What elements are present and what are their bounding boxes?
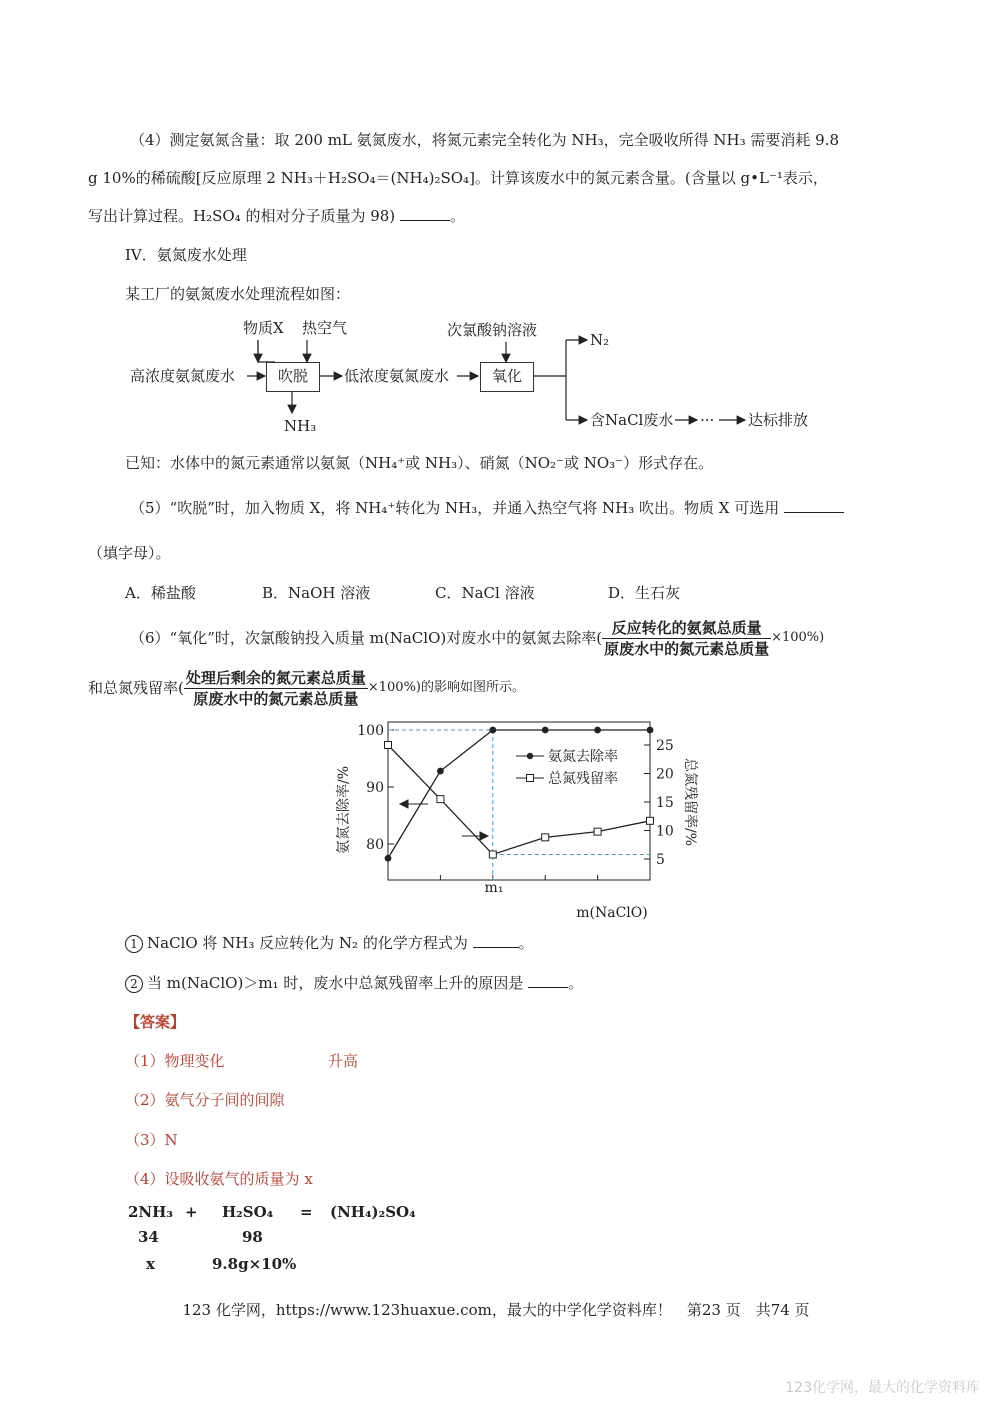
answer-3: （3）N <box>125 1131 178 1149</box>
q6-line2-post: ×100%)的影响如图所示。 <box>367 680 526 695</box>
eq-term-3: (NH₄)₂SO₄ <box>330 1203 416 1221</box>
q6-fraction-residual <box>184 668 368 709</box>
answer-title: 【答案】 <box>125 1013 186 1031</box>
flow-nacl-waste: 含NaCl废水 <box>590 411 674 429</box>
flow-discharge: 达标排放 <box>748 411 809 429</box>
sub1-text: NaClO 将 NH₃ 反应转化为 N₂ 的化学方程式为 <box>147 934 468 952</box>
data-point-removal <box>385 855 392 862</box>
data-point-residual <box>385 742 392 749</box>
q5-option-a: A．稀盐酸 <box>125 584 196 602</box>
sub2-text: 当 m(NaClO)＞m₁ 时，废水中总氮残留率上升的原因是 <box>147 974 524 992</box>
y-right-tick-label: 20 <box>656 766 674 783</box>
flow-material-x: 物质X <box>243 319 284 337</box>
data-point-residual <box>489 851 496 858</box>
legend-marker-residual <box>527 775 534 782</box>
data-point-removal <box>437 768 444 775</box>
eq-given: 9.8g×10% <box>212 1255 297 1273</box>
sub1-end: 。 <box>518 934 534 952</box>
y-right-tick-label: 15 <box>656 795 674 811</box>
q5-option-c: C．NaCl 溶液 <box>435 584 535 602</box>
data-point-removal <box>647 727 654 734</box>
y-right-tick-label: 25 <box>656 738 674 754</box>
q5-option-d: D．生石灰 <box>608 584 681 602</box>
flow-low-concentration: 低浓度氨氮废水 <box>344 367 450 385</box>
flow-naclo-solution: 次氯酸钠溶液 <box>447 321 538 339</box>
legend-label-residual: 总氮残留率 <box>548 771 618 787</box>
eq-equals: = <box>300 1203 313 1221</box>
answer-4: （4）设吸收氨气的质量为 x <box>125 1170 313 1188</box>
y-left-tick-label: 90 <box>366 780 384 796</box>
flow-high-concentration: 高浓度氨氮废水 <box>130 367 236 385</box>
q4-line3-text: 写出计算过程。H₂SO₄ 的相对分子质量为 98) <box>88 207 396 225</box>
y-right-label: 总氮残留率/% <box>682 757 698 847</box>
q5-text: （5）“吹脱”时，加入物质 X，将 NH₄⁺转化为 NH₃，并通入热空气将 NH₃ 吹出。物质 X 可选用 <box>130 499 780 517</box>
q6-line2 <box>88 664 525 712</box>
q4-line1: （4）测定氨氮含量：取 200 mL 氨氮废水，将氮元素完全转化为 NH₃，完全吸收所得 NH₃ 需要消耗 9.8 <box>130 131 840 149</box>
page-footer: 123 化学网，https://www.123huaxue.com，最大的中学化学资料库！ 第23 页 共74 页 <box>182 1301 810 1319</box>
answer-blank <box>784 498 844 513</box>
answer-1-label: （1）物理变化 <box>125 1052 225 1070</box>
q4-line2: g 10%的稀硫酸[反应原理 2 NH₃＋H₂SO₄＝(NH₄)₂SO₄]。计算该废水中的氮元素含量。(含量以 g•L⁻¹表示， <box>88 169 828 187</box>
eq-term-1: 2NH₃ <box>128 1203 173 1221</box>
legend-label-removal: 氨氮去除率 <box>548 749 618 765</box>
q6-line1 <box>130 614 824 662</box>
data-point-residual <box>647 817 654 824</box>
circled-number: 2 <box>125 975 143 993</box>
q5-option-b: B．NaOH 溶液 <box>262 584 371 602</box>
flow-nh3: NH₃ <box>284 417 317 435</box>
y-right-tick-label: 5 <box>656 852 665 868</box>
flow-hot-air: 热空气 <box>302 319 348 337</box>
q6-pct1: ×100%) <box>771 630 825 645</box>
y-left-label: 氨氮去除率/% <box>336 765 352 855</box>
data-point-removal <box>489 727 496 734</box>
data-point-removal <box>594 727 601 734</box>
y-right-tick-label: 10 <box>656 823 674 840</box>
legend <box>516 748 618 787</box>
axis-indicator-arrows <box>400 800 488 840</box>
fraction-numerator: 反应转化的氨氮总质量 <box>602 618 771 639</box>
line-chart <box>330 712 700 924</box>
data-point-removal <box>542 727 549 734</box>
eq-plus: + <box>185 1203 198 1221</box>
q6-pre: （6）“氧化”时，次氯酸钠投入质量 m(NaClO)对废水中的氨氮去除率( <box>130 629 603 647</box>
answer-blank <box>528 973 568 988</box>
x-tick-label-m1: m₁ <box>484 880 504 896</box>
sub-question-2 <box>125 973 583 993</box>
q5-line2: （填字母）。 <box>88 544 171 562</box>
flow-oxidation-box: 氧化 <box>480 362 534 392</box>
data-point-residual <box>437 796 444 803</box>
known-text: 已知：水体中的氮元素通常以氨氮（NH₄⁺或 NH₃）、硝氮（NO₂⁻或 NO₃⁻）形式存在。 <box>125 454 714 472</box>
answer-2: （2）氨气分子间的间隙 <box>125 1091 285 1109</box>
q5-line1 <box>130 498 844 518</box>
q6-fraction-removal <box>602 618 771 659</box>
eq-mass-2: 98 <box>242 1228 263 1246</box>
q4-line3-end: 。 <box>449 207 465 225</box>
flow-intro: 某工厂的氨氮废水处理流程如图： <box>125 285 351 303</box>
eq-mass-1: 34 <box>138 1228 159 1246</box>
sub2-end: 。 <box>568 974 584 992</box>
fraction-denominator: 原废水中的氮元素总质量 <box>604 639 770 658</box>
fraction-denominator: 原废水中的氮元素总质量 <box>193 689 359 708</box>
sub-question-1 <box>125 933 534 953</box>
eq-term-2: H₂SO₄ <box>222 1203 274 1221</box>
right-axis-arrowhead <box>480 832 488 840</box>
section-heading: IV．氨氮废水处理 <box>125 246 247 264</box>
fraction-numerator: 处理后剩余的氮元素总质量 <box>185 668 366 687</box>
flow-blow-off-box: 吹脱 <box>266 362 320 392</box>
legend-marker-removal <box>527 753 533 759</box>
x-axis-label: m(NaClO) <box>576 905 648 921</box>
q6-line2-pre: 和总氮残留率( <box>88 679 184 697</box>
y-left-tick-label: 100 <box>357 723 384 739</box>
answer-1-value: 升高 <box>328 1052 359 1070</box>
data-point-residual <box>594 828 601 835</box>
left-axis-arrowhead <box>400 800 408 808</box>
data-point-residual <box>542 834 549 841</box>
flow-ellipsis: ··· <box>700 411 715 429</box>
plot-frame <box>388 722 650 880</box>
eq-unknown: x <box>146 1255 155 1273</box>
circled-number: 1 <box>125 935 143 953</box>
y-left-tick-label: 80 <box>366 837 384 853</box>
watermark: 123化学网，最大的化学资料库 <box>785 1380 980 1396</box>
flow-n2: N₂ <box>590 331 610 349</box>
answer-blank <box>473 933 519 948</box>
